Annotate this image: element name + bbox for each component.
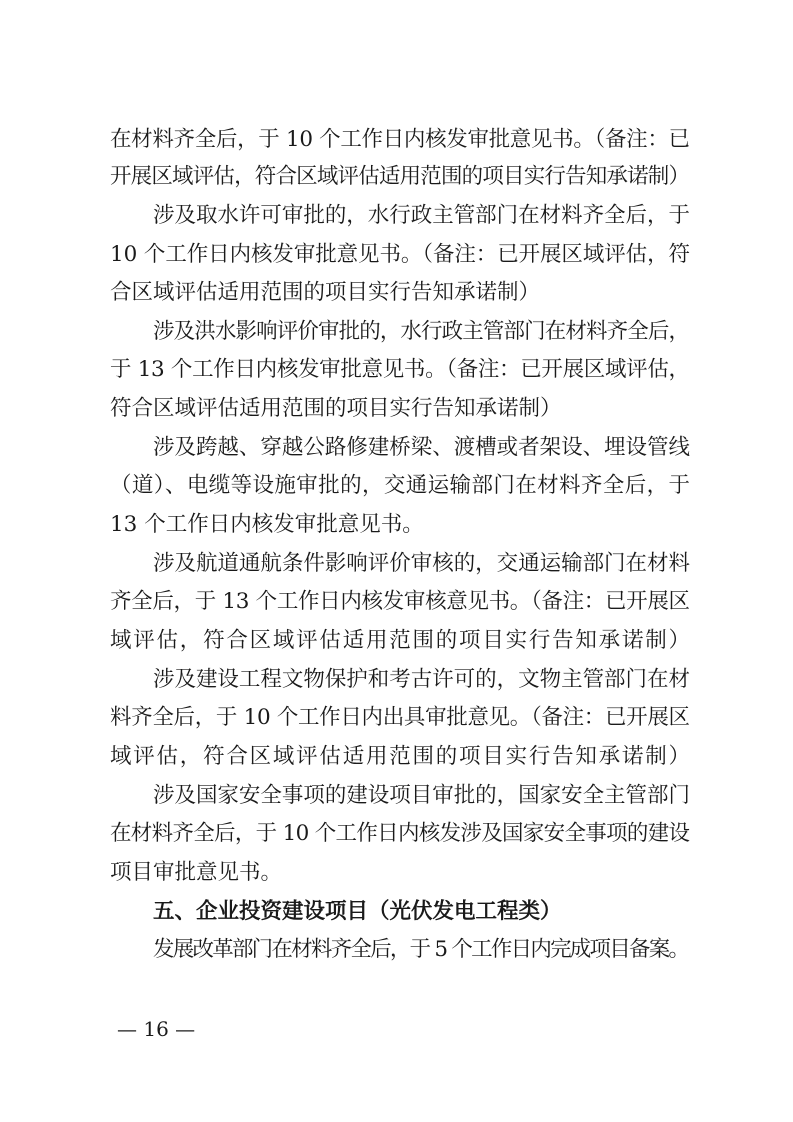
text-line: 在材料齐全后，于 10 个工作日内核发涉及国家安全事项的建设 [110, 821, 690, 846]
page-number: — 16 — [117, 1017, 196, 1041]
text-line: （道）、电缆等设施审批的，交通运输部门在材料齐全后，于 [110, 473, 691, 498]
text-line: 10 个工作日内核发审批意见书。（备注：已开展区域评估，符 [110, 242, 690, 267]
text-line: 域评估，符合区域评估适用范围的项目实行告知承诺制） [110, 628, 692, 653]
text-line: 涉及国家安全事项的建设项目审批的，国家安全主管部门 [153, 783, 690, 808]
text-line: 涉及取水许可审批的，水行政主管部门在材料齐全后，于 [153, 203, 690, 228]
text-line: 13 个工作日内核发审批意见书。 [110, 512, 424, 537]
text-line: 涉及洪水影响评价审批的，水行政主管部门在材料齐全后， [153, 319, 690, 344]
text-line: 齐全后，于 13 个工作日内核发审核意见书。（备注：已开展区 [110, 589, 690, 614]
section-heading: 五、企业投资建设项目（光伏发电工程类） [153, 899, 562, 924]
text-line: 符合区域评估适用范围的项目实行告知承诺制） [110, 396, 562, 421]
text-line: 发展改革部门在材料齐全后，于 5 个工作日内完成项目备案。 [153, 937, 689, 962]
text-line: 于 13 个工作日内核发审批意见书。（备注：已开展区域评估， [110, 357, 690, 382]
text-line: 涉及航道通航条件影响评价审核的，交通运输部门在材料 [153, 551, 690, 576]
text-line: 涉及建设工程文物保护和考古许可的，文物主管部门在材 [153, 667, 690, 692]
text-line: 项目审批意见书。 [110, 860, 283, 885]
text-line: 域评估，符合区域评估适用范围的项目实行告知承诺制） [110, 744, 692, 769]
text-line: 开展区域评估，符合区域评估适用范围的项目实行告知承诺制） [110, 164, 690, 189]
text-line: 料齐全后，于 10 个工作日内出具审批意见。（备注：已开展区 [110, 705, 690, 730]
text-line: 在材料齐全后，于 10 个工作日内核发审批意见书。（备注：已 [110, 127, 690, 152]
text-line: 合区域评估适用范围的项目实行告知承诺制） [110, 280, 541, 305]
text-line: 涉及跨越、穿越公路修建桥梁、渡槽或者架设、埋设管线 [153, 435, 690, 460]
